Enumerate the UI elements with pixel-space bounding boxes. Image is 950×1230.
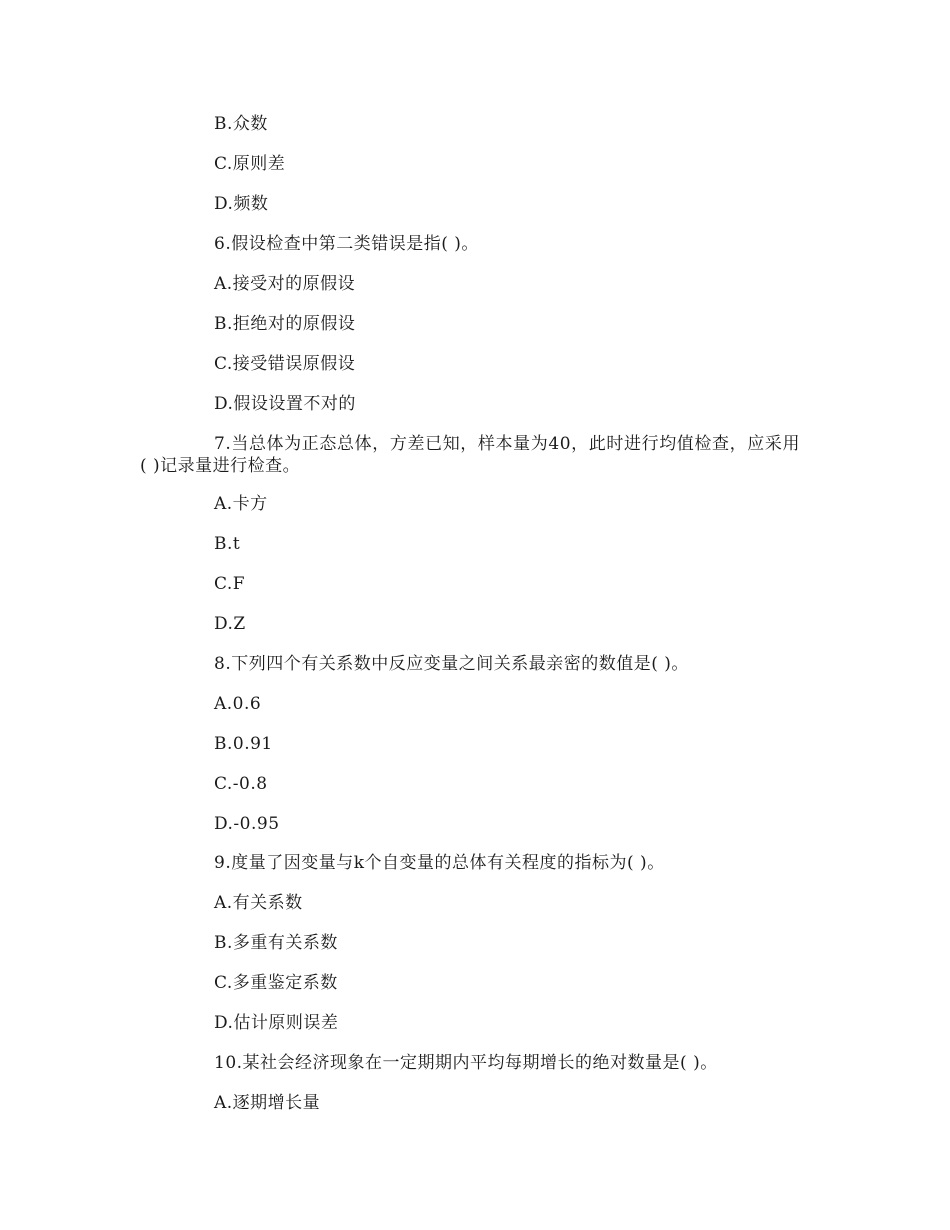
- option-7c: C.F: [214, 574, 246, 594]
- question-7: 7.当总体为正态总体，方差已知，样本量为40，此时进行均值检查，应采用( )记录量进行检查。: [140, 434, 800, 476]
- question-8: 8.下列四个有关系数中反应变量之间关系最亲密的数值是( )。: [214, 654, 689, 674]
- option-9d: D.估计原则误差: [214, 1013, 339, 1033]
- option-7d: D.Z: [214, 614, 246, 634]
- option-5d: D.频数: [214, 194, 269, 214]
- option-8d: D.-0.95: [214, 814, 280, 834]
- option-7b: B.t: [214, 534, 241, 554]
- option-7a: A.卡方: [214, 494, 268, 514]
- option-10a: A.逐期增长量: [214, 1093, 321, 1113]
- option-5c: C.原则差: [214, 154, 286, 174]
- question-6: 6.假设检查中第二类错误是指( )。: [214, 234, 479, 254]
- option-9c: C.多重鉴定系数: [214, 973, 338, 993]
- option-9a: A.有关系数: [214, 893, 303, 913]
- option-9b: B.多重有关系数: [214, 933, 338, 953]
- option-6b: B.拒绝对的原假设: [214, 314, 356, 334]
- option-6a: A.接受对的原假设: [214, 274, 356, 294]
- question-10: 10.某社会经济现象在一定期期内平均每期增长的绝对数量是( )。: [214, 1053, 718, 1073]
- question-9: 9.度量了因变量与k个自变量的总体有关程度的指标为( )。: [214, 853, 665, 873]
- option-6d: D.假设设置不对的: [214, 394, 356, 414]
- option-8b: B.0.91: [214, 734, 273, 754]
- option-6c: C.接受错误原假设: [214, 354, 356, 374]
- option-5b: B.众数: [214, 114, 268, 134]
- option-8a: A.0.6: [214, 694, 262, 714]
- option-8c: C.-0.8: [214, 774, 268, 794]
